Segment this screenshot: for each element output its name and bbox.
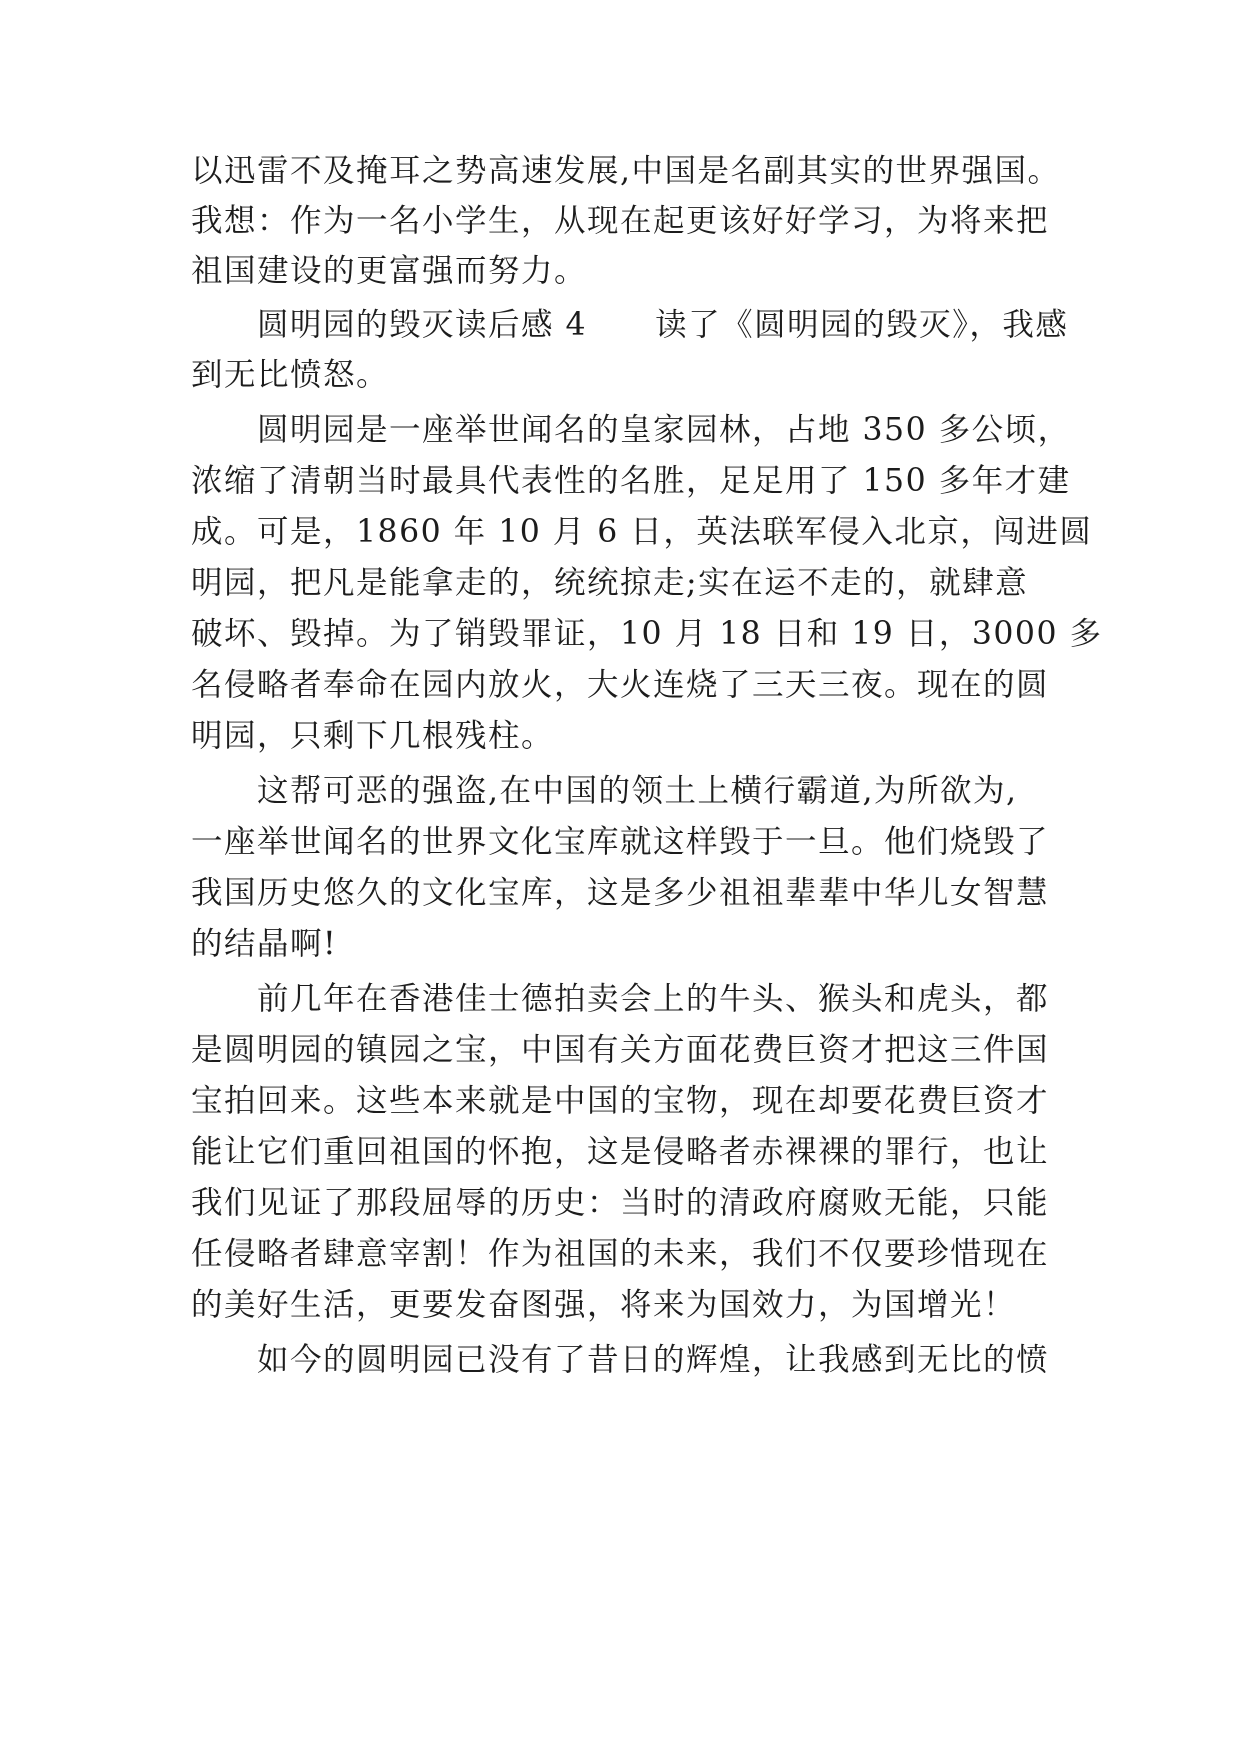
paragraph-start: 这帮可恶的强盗,在中国的领土上横行霸道,为所欲为, bbox=[257, 773, 1018, 809]
text-line: 浓缩了清朝当时最具代表性的名胜，足足用了 150 多年才建 bbox=[191, 463, 1071, 499]
text-line: 祖国建设的更富强而努力。 bbox=[191, 253, 588, 289]
paragraph-start: 前几年在香港佳士德拍卖会上的牛头、猴头和虎头，都 bbox=[257, 981, 1050, 1017]
text-line: 我想：作为一名小学生，从现在起更该好好学习，为将来把 bbox=[191, 203, 1050, 239]
text-line: 宝拍回来。这些本来就是中国的宝物，现在却要花费巨资才 bbox=[191, 1083, 1050, 1119]
text-line: 名侵略者奉命在园内放火，大火连烧了三天三夜。现在的圆 bbox=[191, 667, 1050, 703]
text-line: 明园，把凡是能拿走的，统统掠走;实在运不走的，就肆意 bbox=[191, 565, 1029, 601]
text-line: 我国历史悠久的文化宝库，这是多少祖祖辈辈中华儿女智慧 bbox=[191, 875, 1050, 911]
text-line: 的结晶啊! bbox=[191, 926, 338, 962]
text-line: 的美好生活，更要发奋图强，将来为国效力，为国增光！ bbox=[191, 1287, 1017, 1323]
text-line: 能让它们重回祖国的怀抱，这是侵略者赤裸裸的罪行，也让 bbox=[191, 1134, 1050, 1170]
essay-heading: 圆明园的毁灭读后感 4 bbox=[257, 307, 588, 343]
text-line: 一座举世闻名的世界文化宝库就这样毁于一旦。他们烧毁了 bbox=[191, 824, 1050, 860]
text-line: 明园，只剩下几根残柱。 bbox=[191, 718, 555, 754]
text-line: 破坏、毁掉。为了销毁罪证，10 月 18 日和 19 日，3000 多 bbox=[191, 616, 1103, 652]
text-line: 是圆明园的镇园之宝，中国有关方面花费巨资才把这三件国 bbox=[191, 1032, 1050, 1068]
text-line: 以迅雷不及掩耳之势高速发展,中国是名副其实的世界强国。 bbox=[191, 153, 1061, 189]
text-line: 我们见证了那段屈辱的历史：当时的清政府腐败无能，只能 bbox=[191, 1185, 1050, 1221]
paragraph-start: 圆明园是一座举世闻名的皇家园林，占地 350 多公顷， bbox=[257, 412, 1071, 448]
paragraph-start: 如今的圆明园已没有了昔日的辉煌，让我感到无比的愤 bbox=[257, 1342, 1050, 1378]
essay-heading-line bbox=[257, 305, 1068, 345]
text-line: 成。可是，1860 年 10 月 6 日，英法联军侵入北京，闯进圆 bbox=[191, 514, 1093, 550]
text-line: 到无比愤怒。 bbox=[191, 357, 390, 393]
essay-opening: 读了《圆明园的毁灭》，我感 bbox=[655, 307, 1069, 343]
text-line: 任侵略者肆意宰割！作为祖国的未来，我们不仅要珍惜现在 bbox=[191, 1236, 1050, 1272]
